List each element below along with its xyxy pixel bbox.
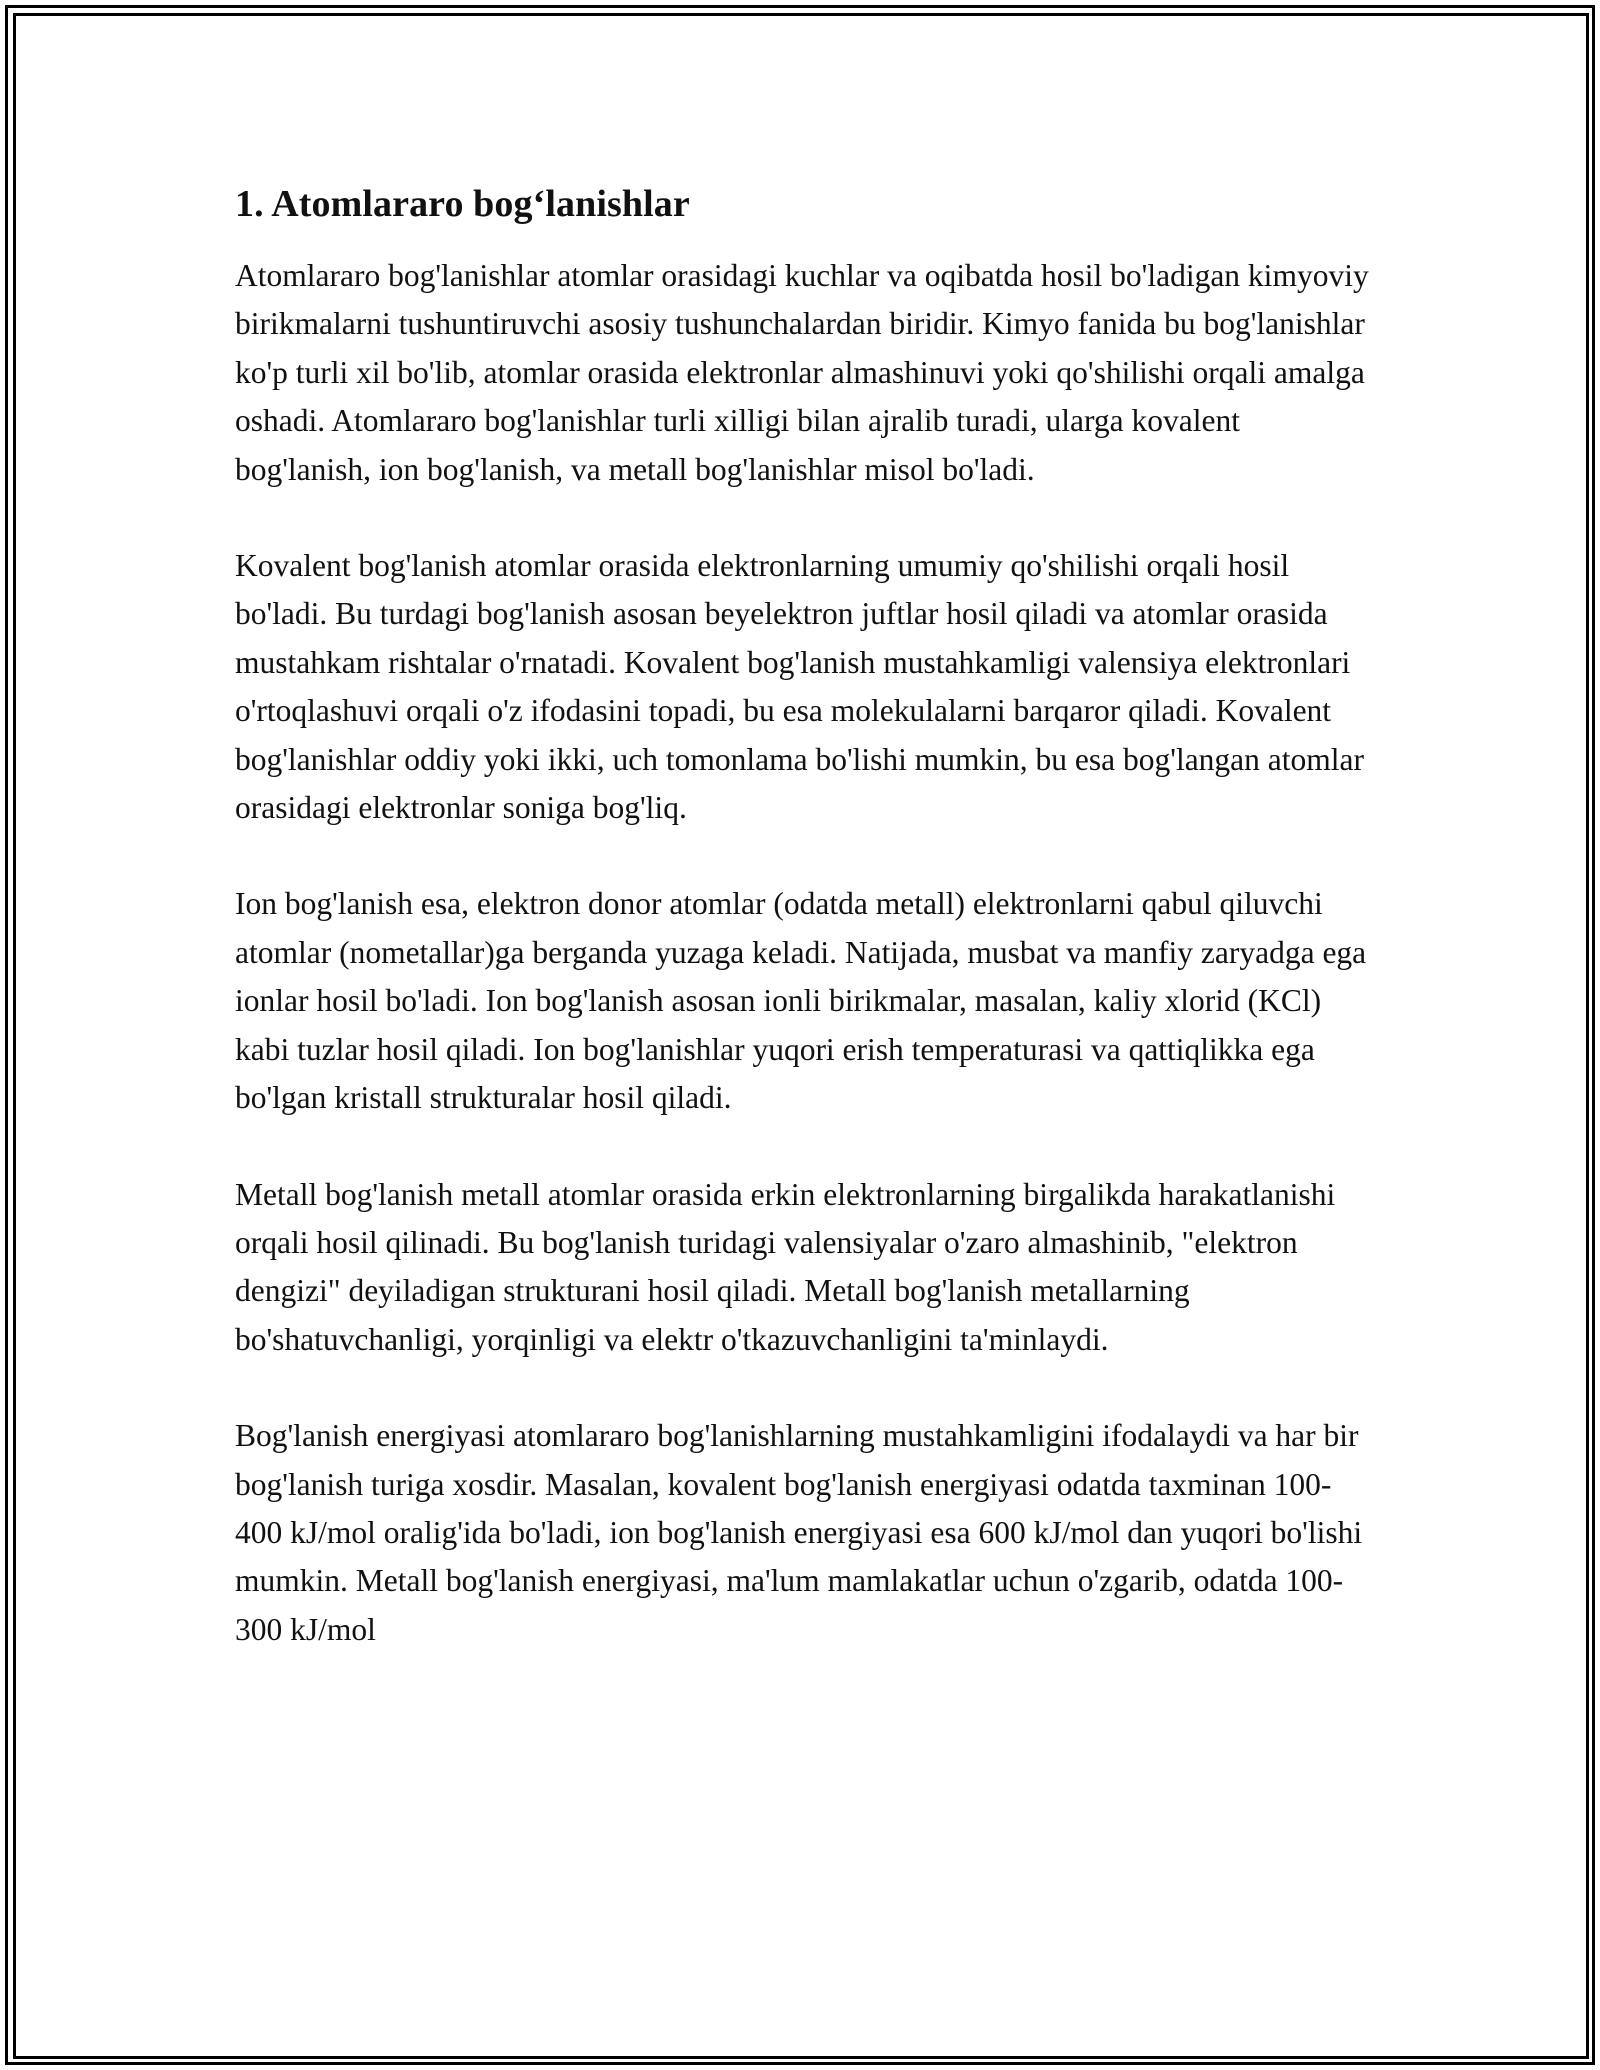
paragraph-intro: Atomlararo bog'lanishlar atomlar orasidagi kuchlar va oqibatda hosil bo'ladigan kimyoviy birikmalarni tushuntiruvchi asosiy tushunchalardan biridir. Kimyo fanida bu bog'lanishlar ko'p turli xil bo'lib, atomlar orasida elektronlar almashinuvi yoki qo'shilishi orqali amalga oshadi. Atomlararo bog'lanishlar turli xilligi bilan ajralib turadi, ularga kovalent bog'lanish, ion bog'lanish, va metall bog'lanishlar misol bo'ladi.: [235, 258, 1369, 487]
document-body: [235, 180, 1375, 1654]
paragraph-covalent-bond: Kovalent bog'lanish atomlar orasida elektronlarning umumiy qo'shilishi orqali hosil bo'ladi. Bu turdagi bog'lanish asosan beyelektron juftlar hosil qiladi va atomlar orasida mustahkam rishtalar o'rnatadi. Kovalent bog'lanish mustahkamligi valensiya elektronlari o'rtoqlashuvi orqali o'z ifodasini topadi, bu esa molekulalarni barqaror qiladi. Kovalent bog'lanishlar oddiy yoki ikki, uch tomonlama bo'lishi mumkin, bu esa bog'langan atomlar orasidagi elektronlar soniga bog'liq.: [235, 548, 1364, 826]
paragraph-ionic-bond: Ion bog'lanish esa, elektron donor atomlar (odatda metall) elektronlarni qabul qiluvchi atomlar (nometallar)ga berganda yuzaga keladi. Natijada, musbat va manfiy zaryadga ega ionlar hosil bo'ladi. Ion bog'lanish asosan ionli birikmalar, masalan, kaliy xlorid (KCl) kabi tuzlar hosil qiladi. Ion bog'lanishlar yuqori erish temperaturasi va qattiqlikka ega bo'lgan kristall strukturalar hosil qiladi.: [235, 886, 1367, 1116]
section-heading: 1. Atomlararo bog‘lanishlar: [235, 183, 690, 225]
paragraph-bond-energy: Bog'lanish energiyasi atomlararo bog'lanishlarning mustahkamligini ifodalaydi va har bir bog'lanish turiga xosdir. Masalan, kovalent bog'lanish energiyasi odatda taxminan 100-400 kJ/mol oralig'ida bo'ladi, ion bog'lanish energiyasi esa 600 kJ/mol dan yuqori bo'lishi mumkin. Metall bog'lanish energiyasi, ma'lum mamlakatlar uchun o'zgarib, odatda 100-300 kJ/mol: [235, 1418, 1363, 1647]
paragraph-metallic-bond: Metall bog'lanish metall atomlar orasida erkin elektronlarning birgalikda harakatlanishi orqali hosil qilinadi. Bu bog'lanish turidagi valensiyalar o'zaro almashinib, "elektron dengizi" deyiladigan strukturani hosil qiladi. Metall bog'lanish metallarning bo'shatuvchanligi, yorqinligi va elektr o'tkazuvchanligini ta'minlaydi.: [235, 1176, 1336, 1357]
